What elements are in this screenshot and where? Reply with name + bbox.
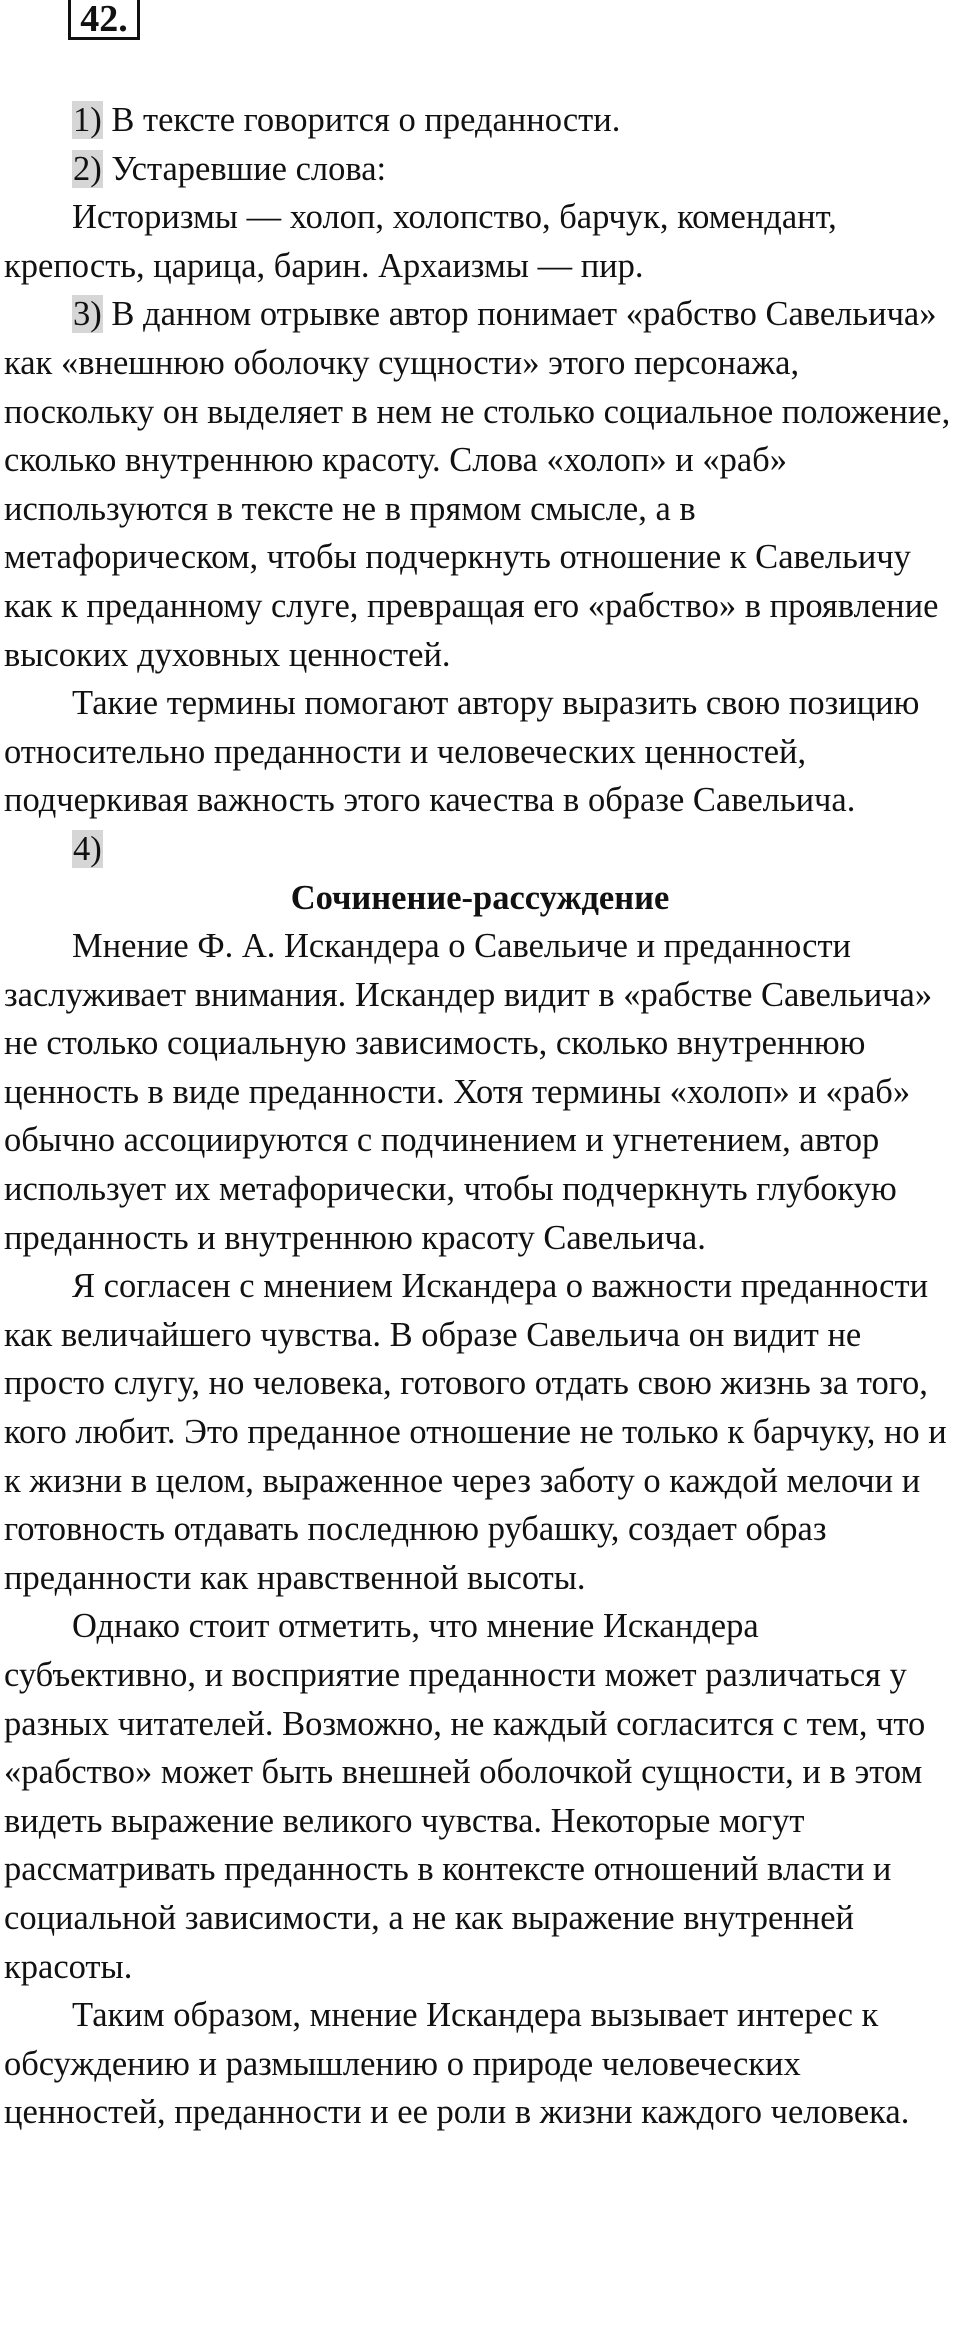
answer-1-text: В тексте говорится о преданности. (102, 101, 621, 139)
essay-paragraph: Я согласен с мнением Искандера о важности преданности как величайшего чувства. В образе Савельича он видит не просто слугу, но человека, готового отдать свою жизнь за того, кого любит. Это преданное отношение не только к барчуку, но и к жизни в целом, выраженное через заботу о каждой мелочи и готовность отдавать последнюю рубашку, создает образ преданности как нравственной высоты. (4, 1267, 947, 1597)
essay-paragraph: Однако стоит отметить, что мнение Искандера субъективно, и восприятие преданности может различаться у разных читателей. Возможно, не каждый согласится с тем, что «рабство» может быть внешней оболочкой сущности, и в этом видеть выражение великого чувства. Некоторые могут рассматривать преданность в контексте отношений власти и социальной зависимости, а не как выражение внутренней красоты. (4, 1607, 926, 1986)
answer-1 (4, 96, 956, 145)
task-number-box: 42. (68, 0, 140, 40)
answer-3-text: В данном отрывке автор понимает «рабство Савельича» как «внешнюю оболочку сущности» этого персонажа, поскольку он выделяет в нем не столько социальное положение, сколько внутреннюю красоту. Слова «холоп» и «раб» используются в тексте не в прямом смысле, а в метафорическом, чтобы подчеркнуть отношение к Савельичу как к преданному слуге, превращая его «рабство» в проявление высоких духовных ценностей. (4, 295, 951, 674)
answer-4 (4, 825, 956, 874)
answer-1-number: 1) (73, 101, 102, 139)
essay-heading: Сочинение-рассуждение (290, 878, 670, 917)
answer-2-text: Устаревшие слова: (102, 149, 387, 188)
answer-2 (4, 145, 956, 194)
answer-content (4, 96, 956, 2137)
answer-3-paragraph-2: Такие термины помогают автору выразить свою позицию относительно преданности и человеческих ценностей, подчеркивая важность этого качества в образе Савельича. (4, 684, 920, 820)
essay-paragraph: Таким образом, мнение Искандера вызывает интерес к обсуждению и размышлению о природе человеческих ценностей, преданности и ее роли в жизни каждого человека. (4, 1996, 910, 2132)
answer-3 (4, 290, 956, 679)
answer-2-number: 2) (73, 149, 102, 188)
answer-4-number: 4) (73, 829, 102, 868)
answer-2-detail: Историзмы — холоп, холопство, барчук, комендант, крепость, царица, барин. Архаизмы — пир. (4, 198, 837, 285)
answer-3-number: 3) (73, 295, 102, 334)
essay-paragraph: Мнение Ф. А. Искандера о Савельиче и преданности заслуживает внимания. Искандер видит в «рабстве Савельича» не столько социальную зависимость, сколько внутреннюю ценность в виде преданности. Хотя термины «холоп» и «раб» обычно ассоциируются с подчинением и угнетением, автор использует их метафорически, чтобы подчеркнуть глубокую преданность и внутреннюю красоту Савельича. (4, 927, 933, 1257)
